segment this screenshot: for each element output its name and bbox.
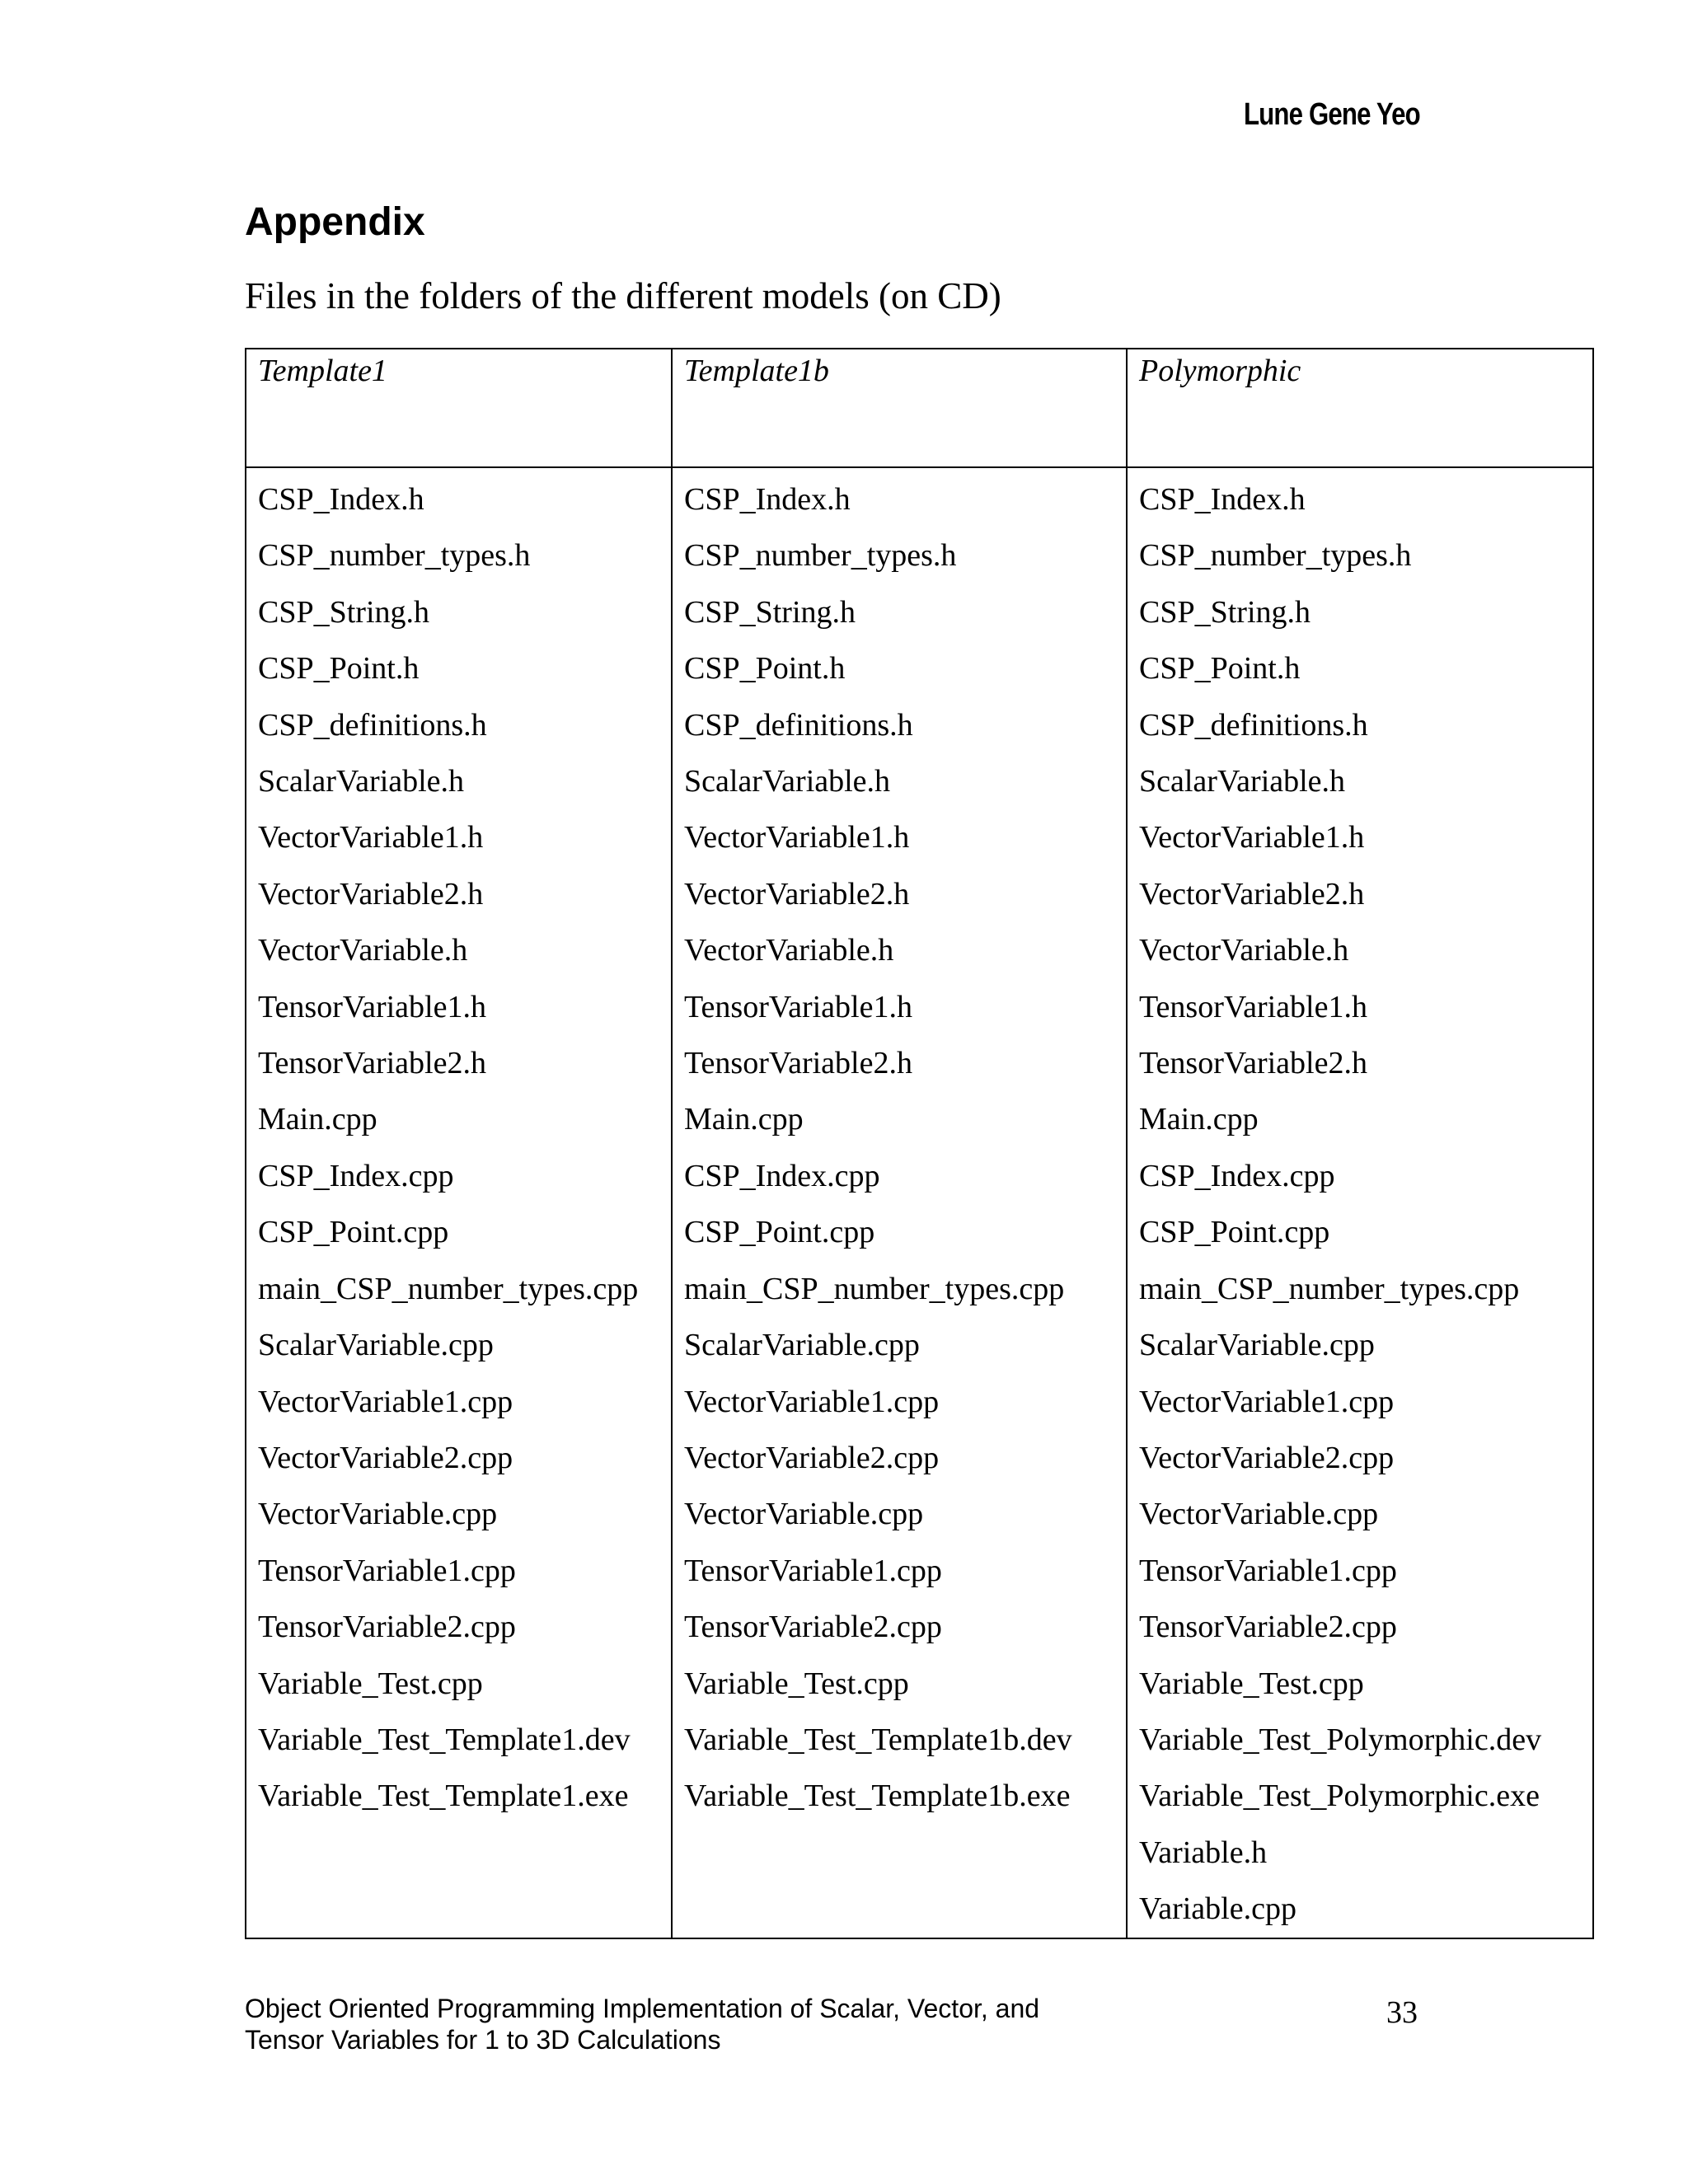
file-list-item: main_CSP_number_types.cpp bbox=[1139, 1271, 1520, 1306]
column-header-template1: Template1 bbox=[246, 349, 672, 467]
polymorphic-file-list bbox=[1139, 471, 1581, 1938]
page-number: 33 bbox=[1386, 1995, 1418, 2030]
file-list-item: VectorVariable.cpp bbox=[258, 1497, 498, 1532]
polymorphic-files-cell bbox=[1127, 467, 1593, 1938]
file-list-item: CSP_Point.h bbox=[258, 651, 420, 687]
file-list-item: CSP_String.h bbox=[1139, 594, 1311, 630]
file-list-item: CSP_number_types.h bbox=[684, 538, 957, 574]
file-list-item: main_CSP_number_types.cpp bbox=[684, 1271, 1065, 1306]
file-list-item: Main.cpp bbox=[1139, 1102, 1259, 1137]
file-list-item: Variable_Test_Template1.dev bbox=[258, 1722, 631, 1757]
file-list-item: ScalarVariable.h bbox=[1139, 764, 1346, 799]
file-list-item: CSP_Index.h bbox=[1139, 482, 1306, 517]
file-list-item: ScalarVariable.cpp bbox=[1139, 1328, 1375, 1363]
file-list-item: Main.cpp bbox=[258, 1102, 377, 1137]
file-list-item: VectorVariable.h bbox=[1139, 933, 1349, 968]
file-list-item: TensorVariable2.h bbox=[684, 1046, 912, 1081]
file-list-item: VectorVariable2.h bbox=[258, 876, 484, 912]
file-list-item: CSP_Point.cpp bbox=[258, 1215, 449, 1250]
file-list-item: VectorVariable1.cpp bbox=[684, 1384, 940, 1419]
file-list-item: TensorVariable1.h bbox=[1139, 989, 1367, 1024]
file-list-item: VectorVariable1.h bbox=[258, 820, 484, 855]
files-table bbox=[245, 348, 1594, 1939]
footer-title-line: Object Oriented Programming Implementation of Scalar, Vector, and bbox=[245, 1994, 1040, 2023]
file-list-item: TensorVariable2.h bbox=[258, 1046, 486, 1081]
file-list-item: VectorVariable.h bbox=[684, 933, 894, 968]
file-list-item: VectorVariable2.cpp bbox=[258, 1440, 513, 1475]
appendix-heading: Appendix bbox=[245, 200, 425, 244]
file-list-item: VectorVariable2.cpp bbox=[1139, 1440, 1395, 1475]
file-list-item: VectorVariable1.h bbox=[684, 820, 910, 855]
file-list-item: VectorVariable.cpp bbox=[1139, 1497, 1379, 1532]
column-header-template1b: Template1b bbox=[672, 349, 1127, 467]
table-row bbox=[246, 467, 1593, 1938]
file-list-item: CSP_number_types.h bbox=[1139, 538, 1412, 574]
file-list-item: Variable.cpp bbox=[1139, 1891, 1296, 1927]
file-list-item: CSP_Index.cpp bbox=[1139, 1158, 1335, 1193]
file-list-item: main_CSP_number_types.cpp bbox=[258, 1271, 639, 1306]
file-list-item: VectorVariable.cpp bbox=[684, 1497, 924, 1532]
file-list-item: ScalarVariable.cpp bbox=[258, 1328, 494, 1363]
file-list-item: VectorVariable2.cpp bbox=[684, 1440, 940, 1475]
file-list-item: VectorVariable1.h bbox=[1139, 820, 1365, 855]
table-header-row bbox=[246, 349, 1593, 467]
file-list-item: Variable_Test.cpp bbox=[258, 1666, 483, 1701]
file-list-item: Variable_Test_Template1.exe bbox=[258, 1779, 629, 1814]
template1b-files-cell bbox=[672, 467, 1127, 1938]
appendix-subheading: Files in the folders of the different models (on CD) bbox=[245, 275, 1001, 316]
file-list-item: TensorVariable1.cpp bbox=[684, 1553, 942, 1588]
file-list-item: Variable.h bbox=[1139, 1835, 1268, 1870]
file-list-item: CSP_definitions.h bbox=[258, 707, 487, 743]
file-list-item: TensorVariable1.h bbox=[258, 989, 486, 1024]
file-list-item: CSP_Index.h bbox=[258, 482, 424, 517]
file-list-item: Variable_Test_Polymorphic.exe bbox=[1139, 1779, 1540, 1814]
file-list-item: VectorVariable1.cpp bbox=[1139, 1384, 1395, 1419]
footer-document-title bbox=[245, 1993, 1151, 2055]
file-list-item: TensorVariable1.cpp bbox=[258, 1553, 516, 1588]
file-list-item: CSP_definitions.h bbox=[684, 707, 913, 743]
file-list-item: ScalarVariable.cpp bbox=[684, 1328, 920, 1363]
file-list-item: Variable_Test_Template1b.exe bbox=[684, 1779, 1071, 1814]
file-list-item: CSP_number_types.h bbox=[258, 538, 531, 574]
file-list-item: VectorVariable2.h bbox=[684, 876, 910, 912]
file-list-item: VectorVariable.h bbox=[258, 933, 468, 968]
file-list-item: Variable_Test.cpp bbox=[1139, 1666, 1364, 1701]
footer-title-line: Tensor Variables for 1 to 3D Calculations bbox=[245, 2025, 721, 2055]
file-list-item: CSP_Index.h bbox=[684, 482, 851, 517]
file-list-item: VectorVariable2.h bbox=[1139, 876, 1365, 912]
template1-file-list bbox=[258, 471, 659, 1825]
file-list-item: CSP_Point.h bbox=[684, 651, 846, 687]
file-list-item: TensorVariable1.h bbox=[684, 989, 912, 1024]
file-list-item: TensorVariable1.cpp bbox=[1139, 1553, 1397, 1588]
file-list-item: CSP_Point.cpp bbox=[684, 1215, 875, 1250]
file-list-item: TensorVariable2.cpp bbox=[684, 1610, 942, 1645]
file-list-item: TensorVariable2.cpp bbox=[258, 1610, 516, 1645]
template1-files-cell bbox=[246, 467, 672, 1938]
file-list-item: ScalarVariable.h bbox=[684, 764, 891, 799]
file-list-item: Variable_Test_Template1b.dev bbox=[684, 1722, 1072, 1757]
file-list-item: CSP_definitions.h bbox=[1139, 707, 1368, 743]
file-list-item: CSP_String.h bbox=[684, 594, 856, 630]
file-list-item: Variable_Test.cpp bbox=[684, 1666, 909, 1701]
template1b-file-list bbox=[684, 471, 1114, 1825]
file-list-item: CSP_Point.cpp bbox=[1139, 1215, 1330, 1250]
file-list-item: CSP_Index.cpp bbox=[258, 1158, 454, 1193]
file-list-item: Main.cpp bbox=[684, 1102, 804, 1137]
file-list-item: TensorVariable2.h bbox=[1139, 1046, 1367, 1081]
file-list-item: VectorVariable1.cpp bbox=[258, 1384, 513, 1419]
file-list-item: TensorVariable2.cpp bbox=[1139, 1610, 1397, 1645]
column-header-polymorphic: Polymorphic bbox=[1127, 349, 1593, 467]
file-list-item: CSP_Point.h bbox=[1139, 651, 1301, 687]
file-list-item: ScalarVariable.h bbox=[258, 764, 465, 799]
file-list-item: Variable_Test_Polymorphic.dev bbox=[1139, 1722, 1542, 1757]
running-header-author: Lune Gene Yeo bbox=[1244, 97, 1420, 132]
file-list-item: CSP_Index.cpp bbox=[684, 1158, 880, 1193]
file-list-item: CSP_String.h bbox=[258, 594, 430, 630]
